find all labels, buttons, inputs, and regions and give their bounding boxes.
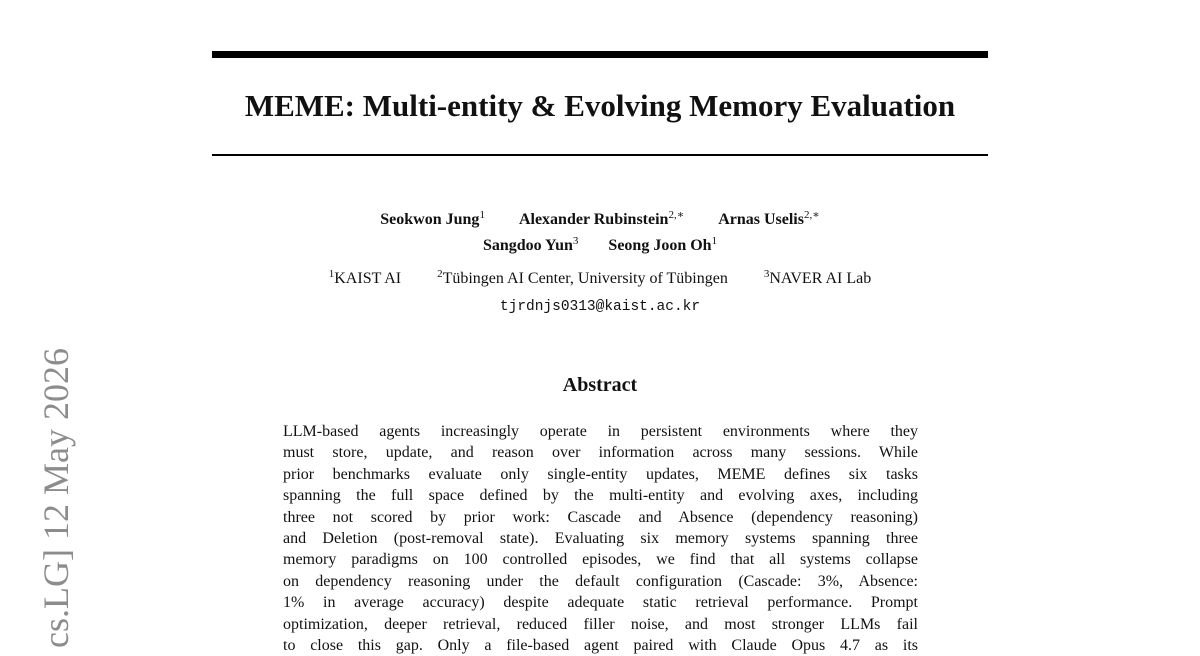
affiliations — [212, 268, 988, 290]
abstract-line: three not scored by prior work: Cascade and Absence (dependency reasoning) — [283, 508, 918, 526]
author-name: Seong Joon Oh — [608, 237, 712, 254]
affiliation-name: Tübingen AI Center, University of Tübingen — [442, 270, 728, 287]
author — [608, 235, 717, 257]
author — [519, 209, 684, 231]
author-affiliation-mark: 1 — [711, 235, 718, 247]
affiliation-mark: 1 — [328, 268, 335, 280]
affiliation-name: KAIST AI — [334, 270, 402, 287]
affiliation-name: NAVER AI Lab — [769, 270, 872, 287]
abstract-line: LLM-based agents increasingly operate in persistent environments where they — [283, 423, 918, 440]
title-bottom-rule — [212, 154, 988, 156]
abstract-line: and Deletion (post-removal state). Evaluating six memory systems spanning three — [283, 529, 918, 547]
abstract-heading: Abstract — [562, 374, 638, 396]
abstract-body — [283, 421, 918, 656]
title-top-rule — [212, 51, 988, 58]
abstract-line: optimization, deeper retrieval, reduced filler noise, and most stronger LLMs fail — [283, 615, 918, 633]
abstract-line: memory paradigms on 100 controlled episodes, we find that all systems collapse — [283, 551, 918, 569]
abstract-line: 1% in average accuracy) despite adequate static retrieval performance. Prompt — [283, 594, 918, 612]
author — [718, 209, 820, 231]
author-name: Sangdoo Yun — [482, 237, 573, 254]
author — [483, 235, 578, 257]
author-affiliation-mark: 3 — [572, 235, 579, 247]
abstract-line: to close this gap. Only a file-based agent paired with Claude Opus 4.7 as its — [283, 636, 918, 654]
author-affiliation-mark: 1 — [479, 209, 485, 221]
author — [380, 209, 485, 231]
affiliation — [329, 268, 401, 290]
abstract-line: on dependency reasoning under the default configuration (Cascade: 3%, Absence: — [283, 572, 918, 590]
author-name: Alexander Rubinstein — [518, 211, 669, 228]
paper-title: MEME: Multi-entity & Evolving Memory Evaluation — [244, 88, 956, 123]
contact-email: tjrdnjs0313@kaist.ac.kr — [499, 299, 701, 315]
author-name: Seokwon Jung — [380, 211, 480, 228]
affiliation-mark: 3 — [763, 268, 770, 280]
abstract-line: prior benchmarks evaluate only single-entity updates, MEME defines six tasks — [283, 465, 918, 483]
affiliation-mark: 2 — [437, 268, 443, 280]
author-affiliation-mark: 2,∗ — [668, 209, 685, 221]
author-affiliation-mark: 2,∗ — [803, 209, 820, 221]
authors-line-2 — [212, 235, 988, 257]
abstract-line: spanning the full space defined by the multi-entity and evolving axes, including — [283, 487, 918, 505]
abstract-line: must store, update, and reason over information across many sessions. While — [283, 444, 918, 462]
arxiv-side-stamp: cs.LG] 12 May 2026 — [36, 348, 76, 648]
author-name: Arnas Uselis — [718, 211, 804, 228]
affiliation — [764, 268, 871, 290]
affiliation — [437, 268, 728, 290]
authors-line-1 — [212, 209, 988, 231]
